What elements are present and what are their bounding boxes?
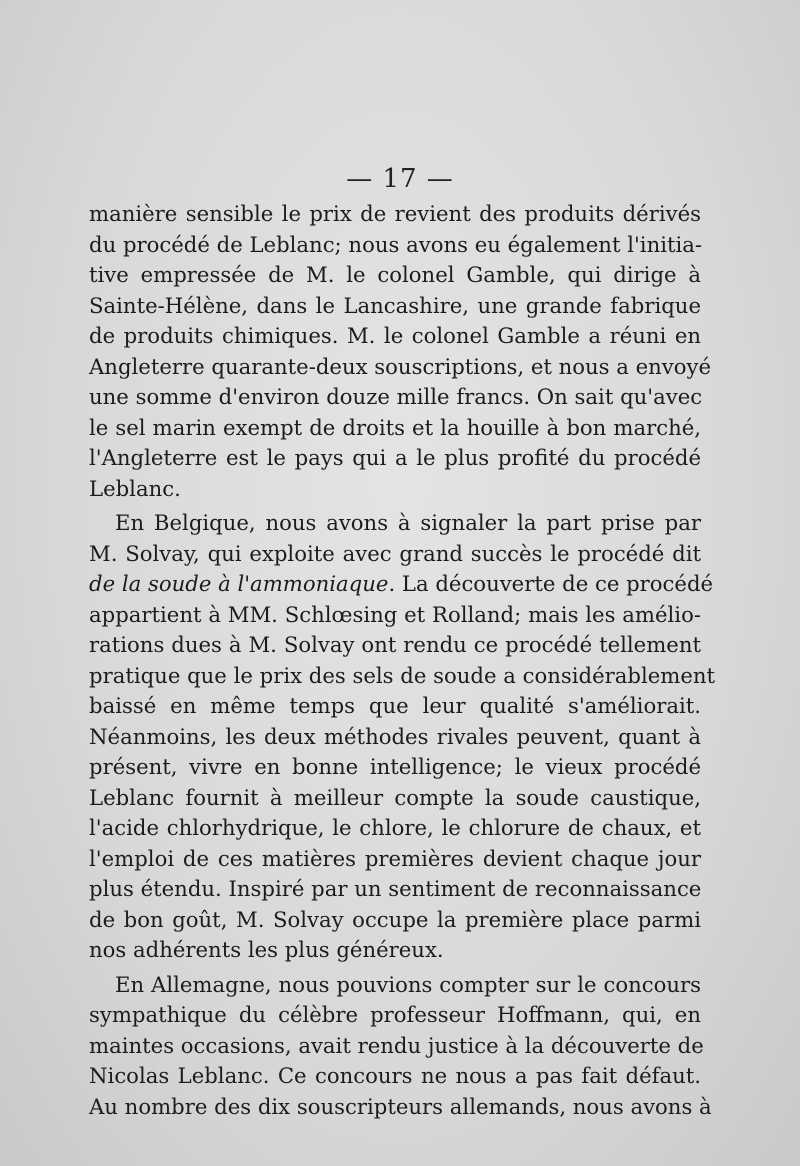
text-fragment: . La découverte de ce procédé xyxy=(388,571,714,596)
italic-phrase: de la soude à l'ammoniaque xyxy=(89,571,389,596)
text-line: Leblanc. xyxy=(89,475,181,501)
text-line: M. Solvay, qui exploite avec grand succès le procédé dit xyxy=(89,540,701,566)
text-line: Leblanc fournit à meilleur compte la soude caustique, xyxy=(89,784,701,810)
text-line: manière sensible le prix de revient des produits dérivés xyxy=(89,201,701,226)
paragraph-2 xyxy=(89,508,716,966)
text-line: pratique que le prix des sels de soude a considérablement xyxy=(89,662,716,688)
text-line: Au nombre des dix souscripteurs allemands, nous avons à xyxy=(89,1093,712,1119)
text-line: sympathique du célèbre professeur Hoffmann, qui, en xyxy=(89,1002,701,1027)
text-line: nos adhérents les plus généreux. xyxy=(89,937,444,962)
text-line: une somme d'environ douze mille francs. On sait qu'avec xyxy=(89,384,703,409)
text-line: Nicolas Leblanc. Ce concours ne nous a pas fait défaut. xyxy=(89,1063,701,1088)
text-line: Angleterre quarante-deux souscriptions, et nous a envoyé xyxy=(89,353,712,379)
text-line: l'emploi de ces matières premières devient chaque jour xyxy=(89,845,701,871)
text-line: l'acide chlorhydrique, le chlore, le chlorure de chaux, et xyxy=(89,815,701,840)
text-line: Néanmoins, les deux méthodes rivales peuvent, quant à xyxy=(89,723,701,749)
paragraph-3 xyxy=(89,970,712,1123)
text-line: rations dues à M. Solvay ont rendu ce procédé tellement xyxy=(89,632,701,657)
text-line: l'Angleterre est le pays qui a le plus profité du procédé xyxy=(89,445,701,470)
text-line: du procédé de Leblanc; nous avons eu également l'initia- xyxy=(89,231,703,257)
text-line: appartient à MM. Schlœsing et Rolland; mais les amélio- xyxy=(89,601,701,627)
page-number: — 17 — xyxy=(346,164,454,194)
text-line: tive empressée de M. le colonel Gamble, qui dirige à xyxy=(89,262,701,287)
text-line: le sel marin exempt de droits et la houille à bon marché, xyxy=(89,414,701,440)
text-line: plus étendu. Inspiré par un sentiment de reconnaissance xyxy=(89,876,702,901)
text-line: maintes occasions, avait rendu justice à la découverte de xyxy=(89,1032,704,1058)
text-line: présent, vivre en bonne intelligence; le vieux procédé xyxy=(89,754,701,779)
text-line: baissé en même temps que leur qualité s'améliorait. xyxy=(89,693,701,718)
text-line: de bon goût, M. Solvay occupe la première place parmi xyxy=(89,906,701,932)
text-line: En Belgique, nous avons à signaler la part prise par xyxy=(115,510,701,535)
paragraph-1 xyxy=(89,199,712,504)
text-line: Sainte-Hélène, dans le Lancashire, une grande fabrique xyxy=(89,292,701,318)
text-line: En Allemagne, nous pouvions compter sur le concours xyxy=(115,971,701,997)
text-line xyxy=(89,569,714,600)
body-text xyxy=(89,199,716,1122)
text-line: de produits chimiques. M. le colonel Gamble a réuni en xyxy=(89,323,701,348)
